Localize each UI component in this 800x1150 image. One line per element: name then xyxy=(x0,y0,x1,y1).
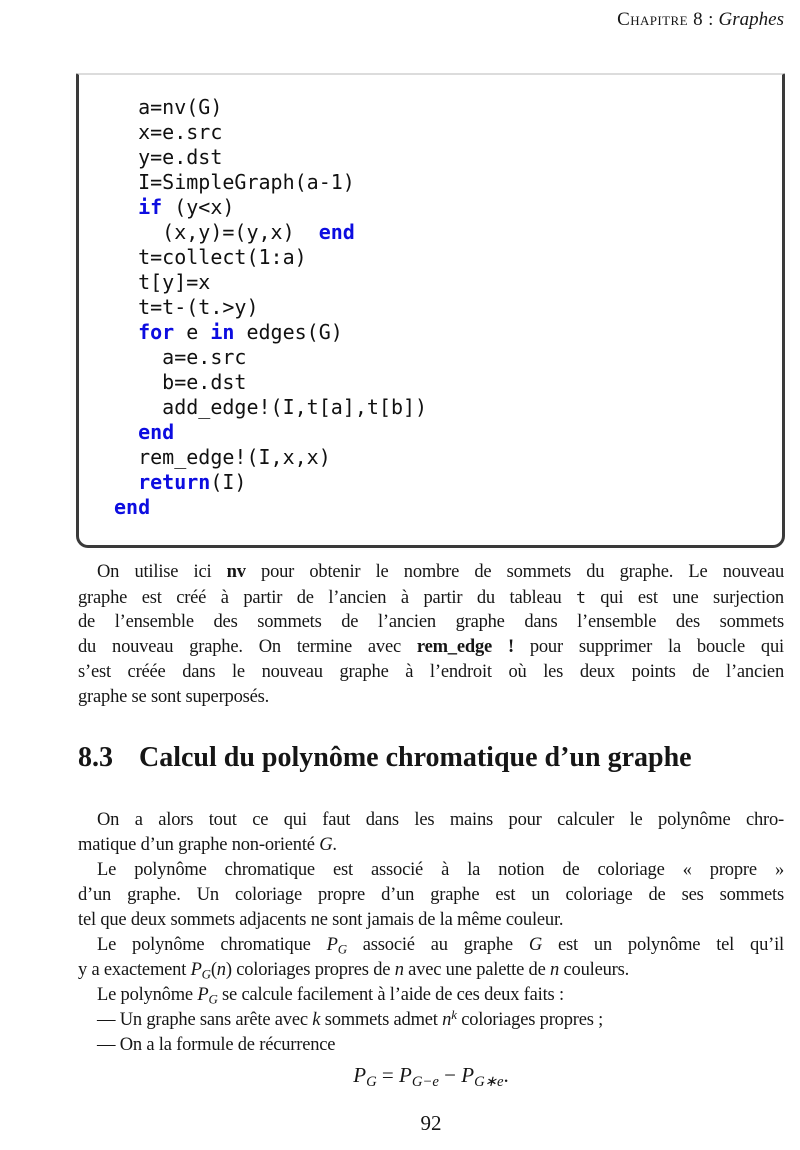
text-run: ( xyxy=(210,960,217,980)
code-text: (x,y)=(y,x) xyxy=(114,220,319,244)
code-text: t[y]=x xyxy=(114,270,211,294)
code-text: a=e.src xyxy=(114,345,247,369)
math-var: P xyxy=(461,1063,475,1087)
math-subscript: G−e xyxy=(411,1074,439,1091)
bold-text: rem_edge ! xyxy=(416,637,514,657)
chapter-title: Graphes xyxy=(718,9,784,30)
code-text: add_edge!(I,t[a],t[b]) xyxy=(114,395,428,419)
code-line xyxy=(114,470,776,495)
code-line xyxy=(114,145,776,170)
text-line xyxy=(78,808,784,833)
code-text: edges(G) xyxy=(234,320,343,344)
paragraph-explanation xyxy=(78,560,784,710)
code-text xyxy=(114,470,138,494)
math-var: P xyxy=(353,1063,367,1087)
code-line xyxy=(114,495,776,520)
code-text: I=SimpleGraph(a-1) xyxy=(114,170,355,194)
code-text: e xyxy=(174,320,211,344)
math-subscript: G xyxy=(366,1074,377,1091)
math-var: P xyxy=(197,985,209,1005)
math-superscript: k xyxy=(451,1007,457,1023)
code-line xyxy=(114,320,776,345)
math-var: P xyxy=(326,935,338,955)
code-line xyxy=(114,195,776,220)
math-var: n xyxy=(216,960,226,980)
code-keyword: return xyxy=(138,470,211,494)
running-header xyxy=(78,9,784,31)
text-run: graphe se sont superposés. xyxy=(78,687,270,707)
text-run: se calcule facilement à l’aide de ces deux faits : xyxy=(217,985,564,1005)
code-text xyxy=(114,320,138,344)
text-run: Le polynôme chromatique est associé à la notion de coloriage « propre » xyxy=(97,860,784,880)
chapter-label: Chapitre 8 : xyxy=(617,9,714,30)
text-run: du nouveau graphe. On termine avec xyxy=(78,637,417,657)
text-line xyxy=(78,685,784,710)
code-keyword: end xyxy=(138,420,175,444)
text-run: tel que deux sommets adjacents ne sont jamais de la même couleur. xyxy=(78,910,564,930)
text-run: y a exactement xyxy=(78,960,191,980)
code-line xyxy=(114,420,776,445)
code-listing-box xyxy=(76,73,785,548)
text-line xyxy=(78,1060,784,1091)
text-run: On a alors tout ce qui faut dans les mains pour calculer le polynôme chro- xyxy=(97,810,784,830)
text-run: Le polynôme xyxy=(97,985,198,1005)
text-run: pour obtenir le nombre de sommets du graphe. Le nouveau xyxy=(245,562,785,582)
math-subscript: G xyxy=(337,941,347,957)
text-run: est un polynôme tel qu’il xyxy=(542,935,784,955)
code-keyword: in xyxy=(210,320,235,344)
inline-code: t xyxy=(576,588,586,607)
code-listing xyxy=(79,75,782,520)
text-run: d’un graphe. Un coloriage propre d’un graphe est un coloriage de ses sommets xyxy=(78,885,784,905)
text-run: Le polynôme chromatique xyxy=(97,935,327,955)
math-var: G xyxy=(528,935,543,955)
text-line xyxy=(78,635,784,660)
text-line xyxy=(78,833,784,858)
math-formula xyxy=(78,1060,784,1091)
code-keyword: if xyxy=(138,195,163,219)
text-line xyxy=(78,660,784,685)
text-line xyxy=(78,1033,784,1058)
code-line xyxy=(114,95,776,120)
code-text: x=e.src xyxy=(114,120,223,144)
text-line xyxy=(78,883,784,908)
math-var: P xyxy=(190,960,202,980)
text-line xyxy=(78,858,784,883)
text-run: ) coloriages propres de xyxy=(225,960,395,980)
code-keyword: for xyxy=(138,320,175,344)
text-run: matique d’un graphe non-orienté xyxy=(78,835,320,855)
math-var: n xyxy=(550,960,560,980)
section-title: Calcul du polynôme chromatique d’un graphe xyxy=(139,742,692,773)
text-run: s’est créée dans le nouveau graphe à l’endroit où les deux points de l’ancien xyxy=(78,662,784,682)
text-line xyxy=(78,585,784,610)
math-var: G xyxy=(319,835,333,855)
code-text: (y<x) xyxy=(162,195,235,219)
code-line xyxy=(114,370,776,395)
code-text: y=e.dst xyxy=(114,145,223,169)
code-line xyxy=(114,395,776,420)
math-var: n xyxy=(442,1010,452,1030)
code-keyword: end xyxy=(318,220,355,244)
math-var: n xyxy=(394,960,404,980)
text-line xyxy=(78,933,784,958)
text-run: — On a la formule de récurrence xyxy=(97,1035,336,1055)
text-run: associé au graphe xyxy=(346,935,529,955)
code-text: t=collect(1:a) xyxy=(114,245,307,269)
text-line xyxy=(78,560,784,585)
text-run: couleurs. xyxy=(559,960,630,980)
text-run: = xyxy=(376,1063,400,1087)
text-line xyxy=(78,983,784,1008)
page-number: 92 xyxy=(420,1111,442,1135)
text-run: pour supprimer la boucle qui xyxy=(513,637,784,657)
code-line xyxy=(114,220,776,245)
code-line xyxy=(114,170,776,195)
code-line xyxy=(114,120,776,145)
text-run: − xyxy=(438,1063,462,1087)
text-line xyxy=(78,908,784,933)
code-text: rem_edge!(I,x,x) xyxy=(114,445,331,469)
text-run: . xyxy=(332,835,337,855)
text-run: On utilise ici xyxy=(97,562,227,582)
code-text: a=nv(G) xyxy=(114,95,223,119)
code-line xyxy=(114,445,776,470)
code-text xyxy=(114,420,138,444)
text-run: sommets admet xyxy=(320,1010,443,1030)
code-text xyxy=(114,195,138,219)
text-run: avec une palette de xyxy=(403,960,551,980)
text-run: qui est une surjection xyxy=(585,588,784,608)
section-number: 8.3 xyxy=(78,742,113,773)
math-subscript: G xyxy=(201,966,211,982)
text-run: de l’ensemble des sommets de l’ancien graphe dans l’ensemble des sommets xyxy=(78,612,784,632)
math-var: P xyxy=(399,1063,412,1087)
section-heading xyxy=(78,742,784,774)
text-line xyxy=(78,958,784,983)
text-run: coloriages propres ; xyxy=(456,1010,604,1030)
text-run: . xyxy=(503,1063,509,1087)
code-keyword: end xyxy=(114,495,151,519)
code-text: b=e.dst xyxy=(114,370,247,394)
paragraph-block xyxy=(78,808,784,1058)
code-line xyxy=(114,345,776,370)
code-line xyxy=(114,270,776,295)
code-line xyxy=(114,295,776,320)
text-run: graphe est créé à partir de l’ancien à partir du tableau xyxy=(78,588,577,608)
math-subscript: G xyxy=(208,991,218,1007)
code-line xyxy=(114,245,776,270)
bold-text: nv xyxy=(226,562,246,582)
code-text: t=t-(t.>y) xyxy=(114,295,259,319)
code-text: (I) xyxy=(210,470,247,494)
text-line xyxy=(78,1008,784,1033)
math-var: k xyxy=(312,1010,321,1030)
text-run: — Un graphe sans arête avec xyxy=(97,1010,313,1030)
text-line xyxy=(78,610,784,635)
math-subscript: G∗e xyxy=(474,1074,504,1091)
